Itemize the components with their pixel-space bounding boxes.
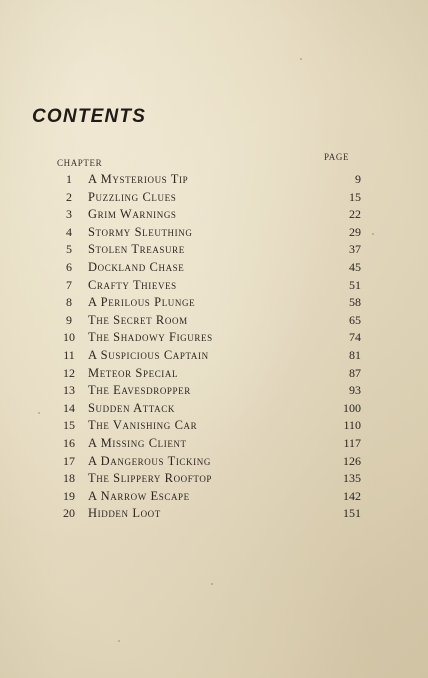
toc-entry — [58, 224, 363, 242]
toc-entry — [58, 382, 363, 400]
toc-entry — [58, 241, 363, 259]
page-number: 126 — [343, 453, 361, 468]
page-number: 100 — [343, 400, 361, 415]
toc-entry — [58, 347, 363, 365]
page-number: 81 — [349, 347, 361, 362]
chapter-title: Hidden Loot — [88, 506, 161, 521]
chapter-title: Sudden Attack — [88, 400, 175, 415]
chapter-title: Stolen Treasure — [88, 242, 185, 257]
toc-entry — [58, 470, 363, 488]
chapter-number: 20 — [63, 506, 75, 521]
chapter-number: 18 — [63, 471, 75, 486]
page-number: 58 — [349, 295, 361, 310]
chapter-number: 16 — [63, 435, 75, 450]
toc-entry — [58, 277, 363, 295]
page-number: 22 — [349, 207, 361, 222]
chapter-title: Dockland Chase — [88, 259, 185, 274]
chapter-number: 13 — [63, 383, 75, 398]
toc-entry — [58, 259, 363, 277]
toc-entry — [58, 488, 363, 506]
toc-entry — [58, 435, 363, 453]
page-number: 9 — [355, 172, 361, 186]
page-number: 87 — [349, 365, 361, 380]
chapter-number: 14 — [63, 400, 75, 415]
chapter-number: 4 — [66, 224, 72, 239]
page-number: 15 — [349, 189, 361, 204]
chapter-title: The Shadowy Figures — [88, 330, 213, 345]
chapter-number: 12 — [63, 365, 75, 380]
page-number: 110 — [343, 418, 361, 433]
toc-entry — [58, 453, 363, 471]
paper-speck — [38, 412, 40, 414]
paper-speck — [300, 58, 302, 60]
chapter-title: Grim Warnings — [88, 207, 177, 222]
chapter-number: 5 — [66, 242, 72, 257]
toc-entry — [58, 189, 363, 207]
chapter-title: The Vanishing Car — [88, 418, 198, 433]
chapter-title: A Narrow Escape — [88, 488, 190, 503]
chapter-number: 6 — [66, 259, 72, 274]
page-column-header: PAGE — [324, 152, 350, 162]
chapter-number: 3 — [66, 207, 72, 222]
paper-speck — [118, 640, 120, 642]
chapter-title: Crafty Thieves — [88, 277, 177, 292]
page-number: 29 — [349, 224, 361, 239]
toc-entry — [58, 400, 363, 418]
page-number: 65 — [349, 312, 361, 327]
page-number: 51 — [349, 277, 361, 292]
page-number: 117 — [343, 435, 361, 450]
chapter-title: A Missing Client — [88, 435, 187, 450]
contents-title: CONTENTS — [32, 106, 147, 127]
chapter-title: The Slippery Rooftop — [88, 471, 213, 486]
toc-entry — [58, 365, 363, 383]
toc-entry — [58, 505, 363, 523]
chapter-title: The Secret Room — [88, 312, 188, 327]
chapter-number: 11 — [63, 347, 75, 362]
chapter-title: A Dangerous Ticking — [88, 453, 211, 468]
chapter-title: The Eavesdropper — [88, 383, 191, 398]
page-number: 151 — [343, 506, 361, 521]
toc-entry — [58, 206, 363, 224]
chapter-title: Puzzling Clues — [88, 189, 177, 204]
chapter-number: 15 — [63, 418, 75, 433]
chapter-number: 10 — [63, 330, 75, 345]
page-number: 93 — [349, 383, 361, 398]
chapter-column-header: CHAPTER — [57, 158, 103, 168]
chapter-number: 17 — [63, 453, 75, 468]
toc-entry — [58, 417, 363, 435]
chapter-number: 2 — [66, 189, 72, 204]
chapter-number: 7 — [66, 277, 72, 292]
page-number: 45 — [349, 259, 361, 274]
page-number: 74 — [349, 330, 361, 345]
chapter-title: A Mysterious Tip — [88, 172, 189, 186]
toc-entry — [58, 294, 363, 312]
chapter-title: Stormy Sleuthing — [88, 224, 193, 239]
toc-entry — [58, 312, 363, 330]
page-number: 37 — [349, 242, 361, 257]
table-of-contents — [58, 171, 363, 523]
chapter-title: Meteor Special — [88, 365, 179, 380]
toc-entry — [58, 329, 363, 347]
paper-speck — [372, 233, 374, 235]
chapter-number: 19 — [63, 488, 75, 503]
toc-entry — [58, 171, 363, 189]
chapter-title: A Suspicious Captain — [88, 347, 209, 362]
chapter-title: A Perilous Plunge — [88, 295, 196, 310]
paper-speck — [211, 583, 213, 585]
chapter-number: 9 — [66, 312, 72, 327]
page-number: 135 — [343, 471, 361, 486]
chapter-number: 8 — [66, 295, 72, 310]
chapter-number: 1 — [66, 172, 72, 186]
page-number: 142 — [343, 488, 361, 503]
